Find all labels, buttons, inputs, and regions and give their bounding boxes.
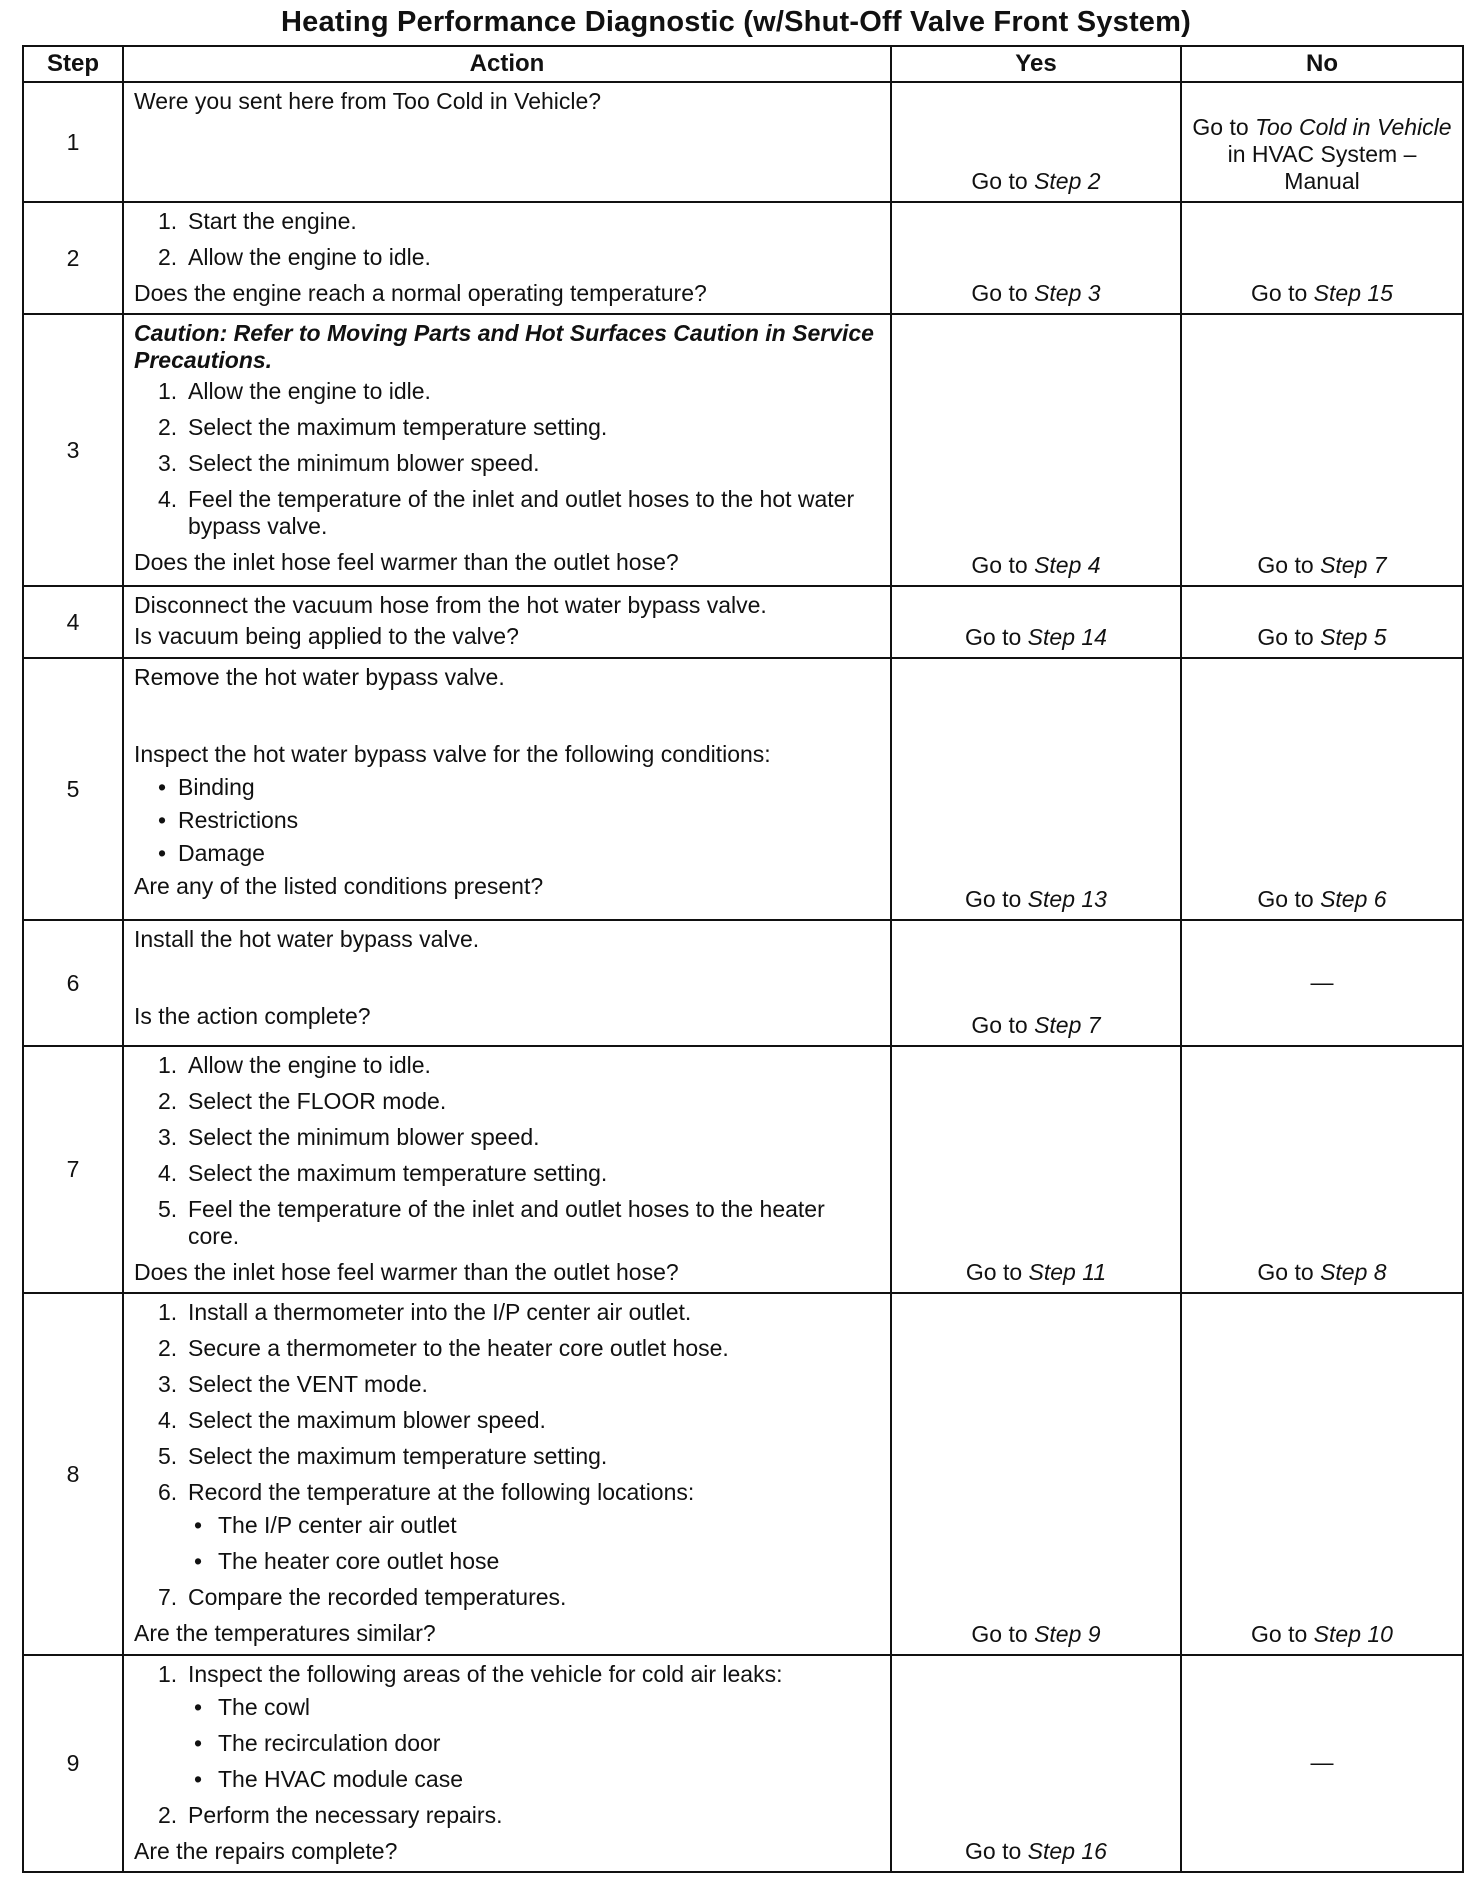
sub-list-item: • The heater core outlet hose <box>194 1548 880 1575</box>
list-item: 1. Inspect the following areas of the vehicle for cold air leaks: • The cowl • The recirculation door • The HVAC module case <box>158 1661 880 1793</box>
table-row <box>23 1046 1463 1293</box>
no-step-link[interactable]: Step 7 <box>1320 552 1387 578</box>
no-cell: Go to Step 5 <box>1181 586 1463 658</box>
action-cell <box>123 1293 891 1655</box>
action-question: Does the inlet hose feel warmer than the outlet hose? <box>134 549 679 575</box>
action-text: Inspect the hot water bypass valve for the following conditions: <box>134 741 771 767</box>
no-cell: — <box>1181 1655 1463 1872</box>
action-question: Are the repairs complete? <box>134 1838 398 1864</box>
action-cell <box>123 82 891 202</box>
yes-cell: Go to Step 13 <box>891 658 1181 920</box>
action-steps <box>134 1052 880 1250</box>
sub-list-item: • The I/P center air outlet <box>194 1512 880 1539</box>
action-cell <box>123 586 891 658</box>
no-step-link[interactable]: Step 5 <box>1320 624 1387 650</box>
list-item: 1. Start the engine. <box>158 208 357 234</box>
action-cell <box>123 202 891 314</box>
action-cell <box>123 658 891 920</box>
action-question: Does the inlet hose feel warmer than the outlet hose? <box>134 1259 679 1285</box>
yes-cell <box>891 82 1181 202</box>
yes-step-link[interactable]: Step 9 <box>1034 1621 1101 1647</box>
yes-step-link[interactable]: Step 16 <box>1027 1838 1107 1864</box>
step-number: 4 <box>23 586 123 658</box>
header-step: Step <box>23 46 123 82</box>
list-item: 4. Select the maximum temperature setting. <box>158 1160 608 1186</box>
list-item: 1. Install a thermometer into the I/P center air outlet. <box>158 1299 692 1325</box>
list-item: 5. Select the maximum temperature setting. <box>158 1443 608 1469</box>
yes-step-link[interactable]: Step 13 <box>1027 886 1107 912</box>
action-text: Remove the hot water bypass valve. <box>134 664 505 690</box>
no-cell <box>1181 82 1463 202</box>
sub-list <box>188 1512 880 1575</box>
action-question: Are any of the listed conditions present? <box>134 873 544 899</box>
table-row <box>23 658 1463 920</box>
header-action: Action <box>123 46 891 82</box>
table-row <box>23 586 1463 658</box>
yes-cell: Go to Step 9 <box>891 1293 1181 1655</box>
page-title: Heating Performance Diagnostic (w/Shut-Off Valve Front System) <box>281 6 1191 38</box>
action-cell <box>123 1046 891 1293</box>
list-item: 2. Allow the engine to idle. <box>158 244 431 270</box>
list-item: 4. Select the maximum blower speed. <box>158 1407 546 1433</box>
table-row <box>23 314 1463 586</box>
yes-cell: Go to Step 11 <box>891 1046 1181 1293</box>
no-step-link[interactable]: Step 6 <box>1320 886 1387 912</box>
diagnostic-table <box>22 45 1464 1873</box>
yes-step-link[interactable]: Step 11 <box>1028 1259 1107 1285</box>
sub-list-item: • The recirculation door <box>194 1730 880 1757</box>
no-step-link[interactable]: Step 8 <box>1320 1259 1387 1285</box>
table-row <box>23 920 1463 1046</box>
no-reference-link[interactable]: Too Cold in Vehicle <box>1255 114 1452 140</box>
list-item: 2. Perform the necessary repairs. <box>158 1802 503 1828</box>
action-steps <box>134 208 880 271</box>
action-cell <box>123 920 891 1046</box>
no-cell: Go to Step 15 <box>1181 202 1463 314</box>
no-prefix: Go to <box>1192 114 1256 140</box>
yes-prefix: Go to <box>971 168 1035 194</box>
table-row <box>23 82 1463 202</box>
list-item: 4. Feel the temperature of the inlet and outlet hoses to the hot water bypass valve. <box>158 486 855 539</box>
sub-list <box>188 1694 880 1793</box>
action-steps <box>134 378 880 540</box>
step-number: 7 <box>23 1046 123 1293</box>
list-item: 2. Select the FLOOR mode. <box>158 1088 447 1114</box>
no-cell: — <box>1181 920 1463 1046</box>
header-no: No <box>1181 46 1463 82</box>
action-steps <box>134 1299 880 1611</box>
action-text: Disconnect the vacuum hose from the hot water bypass valve. <box>134 592 767 618</box>
action-question: Is vacuum being applied to the valve? <box>134 623 519 649</box>
list-item: 6. Record the temperature at the following locations: • The I/P center air outlet • The heater core outlet hose <box>158 1479 880 1575</box>
list-item: 3. Select the VENT mode. <box>158 1371 428 1397</box>
action-question: Is the action complete? <box>134 1003 371 1029</box>
step-number: 1 <box>23 82 123 202</box>
no-step-link[interactable]: Step 15 <box>1313 280 1393 306</box>
step-number: 9 <box>23 1655 123 1872</box>
action-cell <box>123 1655 891 1872</box>
action-question: Does the engine reach a normal operating temperature? <box>134 280 707 306</box>
list-item: 7. Compare the recorded temperatures. <box>158 1584 567 1610</box>
yes-cell: Go to Step 7 <box>891 920 1181 1046</box>
yes-cell: Go to Step 3 <box>891 202 1181 314</box>
table-row <box>23 202 1463 314</box>
step-number: 2 <box>23 202 123 314</box>
step-number: 8 <box>23 1293 123 1655</box>
no-cell: Go to Step 7 <box>1181 314 1463 586</box>
list-item: 2. Select the maximum temperature setting. <box>158 414 608 440</box>
list-item: 1. Allow the engine to idle. <box>158 378 431 404</box>
table-row <box>23 1655 1463 1872</box>
caution-note: Caution: Refer to Moving Parts and Hot Surfaces Caution in Service Precautions. <box>134 320 874 373</box>
list-item: • Restrictions <box>158 807 880 834</box>
list-item: 3. Select the minimum blower speed. <box>158 450 540 476</box>
yes-cell: Go to Step 16 <box>891 1655 1181 1872</box>
list-item: • Damage <box>158 840 880 867</box>
action-question: Were you sent here from Too Cold in Vehicle? <box>134 88 602 114</box>
no-step-link[interactable]: Step 10 <box>1313 1621 1393 1647</box>
conditions-list <box>134 774 880 867</box>
yes-step-link[interactable]: Step 3 <box>1034 280 1101 306</box>
yes-step-link[interactable]: Step 2 <box>1034 168 1101 194</box>
list-item: • Binding <box>158 774 880 801</box>
yes-step-link[interactable]: Step 14 <box>1027 624 1107 650</box>
action-steps <box>134 1661 880 1829</box>
table-row <box>23 1293 1463 1655</box>
action-question: Are the temperatures similar? <box>134 1620 436 1646</box>
list-item: 2. Secure a thermometer to the heater core outlet hose. <box>158 1335 729 1361</box>
yes-step-link[interactable]: Step 4 <box>1034 552 1101 578</box>
sub-list-item: • The cowl <box>194 1694 880 1721</box>
no-cell: Go to Step 10 <box>1181 1293 1463 1655</box>
yes-cell: Go to Step 14 <box>891 586 1181 658</box>
yes-step-link[interactable]: Step 7 <box>1034 1012 1101 1038</box>
table-header-row <box>23 46 1463 82</box>
no-cell: Go to Step 8 <box>1181 1046 1463 1293</box>
list-item: 1. Allow the engine to idle. <box>158 1052 431 1078</box>
yes-cell: Go to Step 4 <box>891 314 1181 586</box>
step-number: 6 <box>23 920 123 1046</box>
step-number: 5 <box>23 658 123 920</box>
sub-list-item: • The HVAC module case <box>194 1766 880 1793</box>
action-cell <box>123 314 891 586</box>
no-cell: Go to Step 6 <box>1181 658 1463 920</box>
no-suffix: in HVAC System – Manual <box>1227 141 1417 194</box>
header-yes: Yes <box>891 46 1181 82</box>
action-text: Install the hot water bypass valve. <box>134 926 480 952</box>
step-number: 3 <box>23 314 123 586</box>
list-item: 5. Feel the temperature of the inlet and outlet hoses to the heater core. <box>158 1196 825 1249</box>
list-item: 3. Select the minimum blower speed. <box>158 1124 540 1150</box>
